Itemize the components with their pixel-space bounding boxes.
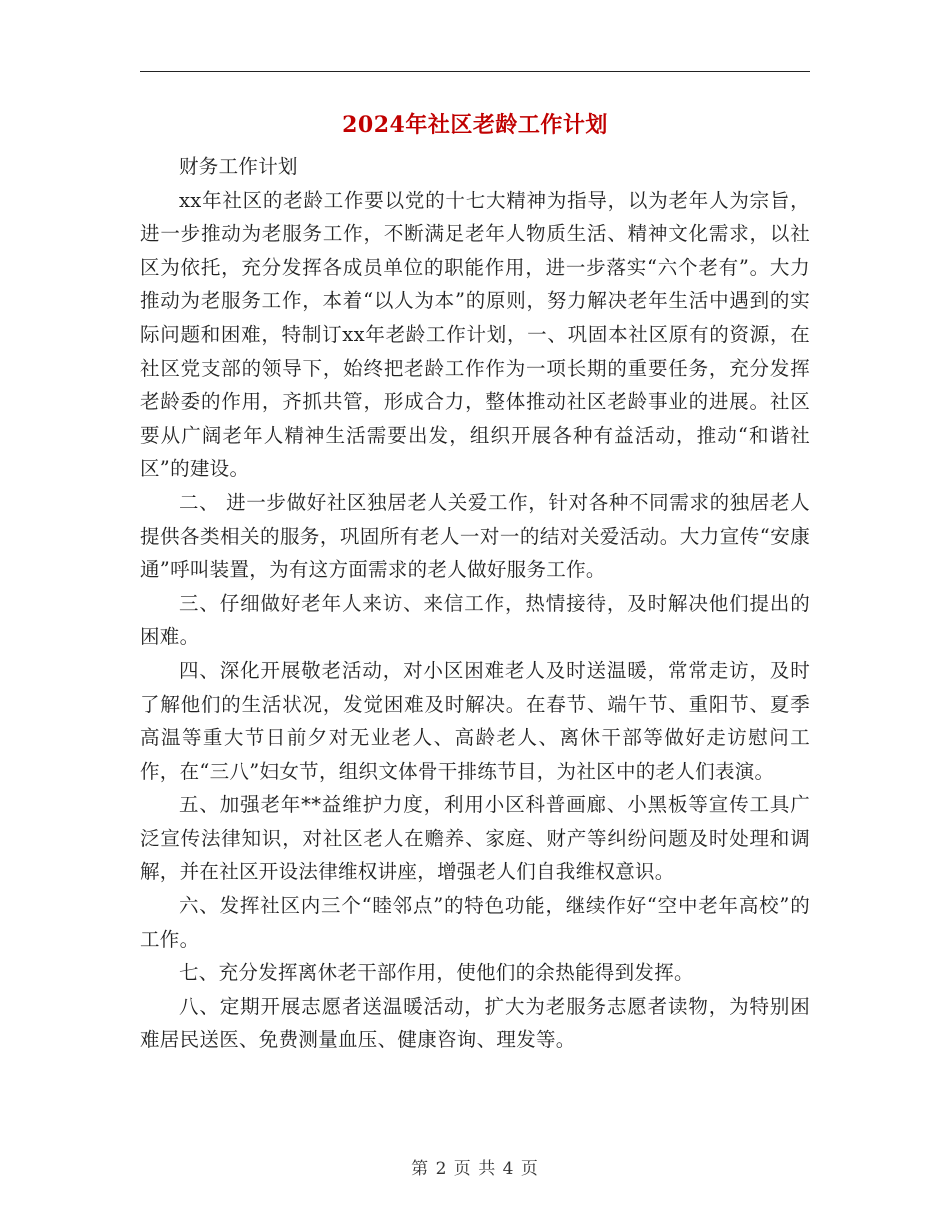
paragraph-item-2: 二、 进一步做好社区独居老人关爱工作，针对各种不同需求的独居老人提供各类相关的服务，巩固所有老人一对一的结对关爱活动。大力宣传“安康通”呼叫装置，为有这方面需求的老人做好服务工作。 [140,490,810,582]
paragraph-item-8: 八、定期开展志愿者送温暖活动，扩大为老服务志愿者读物，为特别困难居民送医、免费测量血压、健康咨询、理发等。 [140,994,810,1052]
document-body [140,150,810,1057]
paragraph-subtitle: 财务工作计划 [179,155,298,178]
header-rule [140,71,810,72]
paragraph-item-4: 四、深化开展敬老活动，对小区困难老人及时送温暖，常常走访，及时了解他们的生活状况，发觉困难及时解决。在春节、端午节、重阳节、夏季高温等重大节日前夕对无业老人、高龄老人、离休干部等做好走访慰问工作，在“三八”妇女节，组织文体骨干排练节目，为社区中的老人们表演。 [140,658,810,783]
page-number-footer: 第 2 页 共 4 页 [411,1159,539,1179]
paragraph-item-6: 六、发挥社区内三个“睦邻点”的特色功能，继续作好“空中老年高校”的工作。 [140,894,810,951]
paragraph-item-7: 七、充分发挥离休老干部作用，使他们的余热能得到发挥。 [179,961,694,985]
document-title: 2024年社区老龄工作计划 [342,112,608,138]
paragraph-intro: xx年社区的老龄工作要以党的十七大精神为指导，以为老年人为宗旨，进一步推动为老服务工作，不断满足老年人物质生活、精神文化需求，以社区为依托，充分发挥各成员单位的职能作用，进一步落实“六个老有”。大力推动为老服务工作，本着“以人为本”的原则，努力解决老年生活中遇到的实际问题和困难，特制订xx年老龄工作计划，一、巩固本社区原有的资源，在社区党支部的领导下，始终把老龄工作作为一项长期的重要任务，充分发挥老龄委的作用，齐抓共管，形成合力，整体推动社区老龄事业的进展。社区要从广阔老年人精神生活需要出发，组织开展各种有益活动，推动“和谐社区”的建设。 [140,188,810,481]
paragraph-item-3: 三、仔细做好老年人来访、来信工作，热情接待，及时解决他们提出的困难。 [140,591,810,649]
paragraph-item-5: 五、加强老年**益维护力度，利用小区科普画廊、小黑板等宣传工具广泛宣传法律知识，对社区老人在赡养、家庭、财产等纠纷问题及时处理和调解，并在社区开设法律维权讲座，增强老人们自我维权意识。 [140,793,810,884]
